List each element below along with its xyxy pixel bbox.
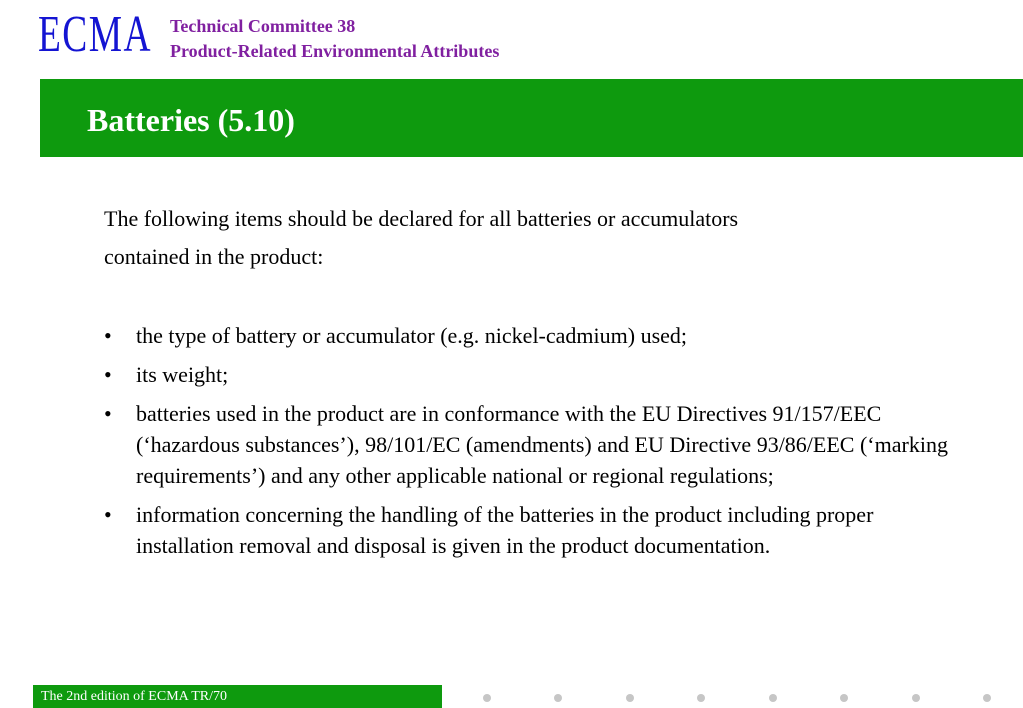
committee-line-1: Technical Committee 38 [170, 16, 356, 36]
bullet-item-weight [104, 359, 964, 390]
page-dots [468, 694, 1008, 704]
bullet-item-eu-directives [104, 398, 964, 491]
intro-line-2: contained in the product: [104, 244, 324, 269]
footer-bar [33, 685, 442, 708]
bullet-text: information concerning the handling of the batteries in the product including proper installation removal and disposal is given in the product documentation. [136, 502, 874, 558]
intro-paragraph [104, 200, 904, 276]
bullet-text: batteries used in the product are in conformance with the EU Directives 91/157/EEC (‘hazardous substances’), 98/101/EC (amendments) and EU Directive 93/86/EEC (‘marking requirements’) and any other applicable national or regional regulations; [136, 401, 948, 488]
bullet-icon: • [104, 502, 112, 527]
page-dot [554, 694, 562, 702]
page-dot [840, 694, 848, 702]
page-dot [483, 694, 491, 702]
footer-text: The 2nd edition of ECMA TR/70 [41, 689, 228, 704]
page-dot [912, 694, 920, 702]
bullet-text: its weight; [136, 362, 229, 387]
bullet-text: the type of battery or accumulator (e.g. nickel-cadmium) used; [136, 323, 688, 348]
page-dot [697, 694, 705, 702]
title-banner [40, 79, 1023, 157]
page-dot [983, 694, 991, 702]
slide-title: Batteries (5.10) [87, 102, 295, 138]
committee-line-2: Product-Related Environmental Attributes [170, 41, 500, 61]
bullet-icon: • [104, 401, 112, 426]
ecma-logo: ECMA [38, 6, 152, 63]
bullet-icon: • [104, 362, 112, 387]
bullet-icon: • [104, 323, 112, 348]
intro-line-1: The following items should be declared for all batteries or accumulators [104, 206, 739, 231]
page-dot [626, 694, 634, 702]
bullet-list [104, 320, 964, 569]
bullet-item-handling-info [104, 499, 964, 561]
page-dot [769, 694, 777, 702]
bullet-item-battery-type [104, 320, 964, 351]
committee-heading [170, 14, 499, 64]
